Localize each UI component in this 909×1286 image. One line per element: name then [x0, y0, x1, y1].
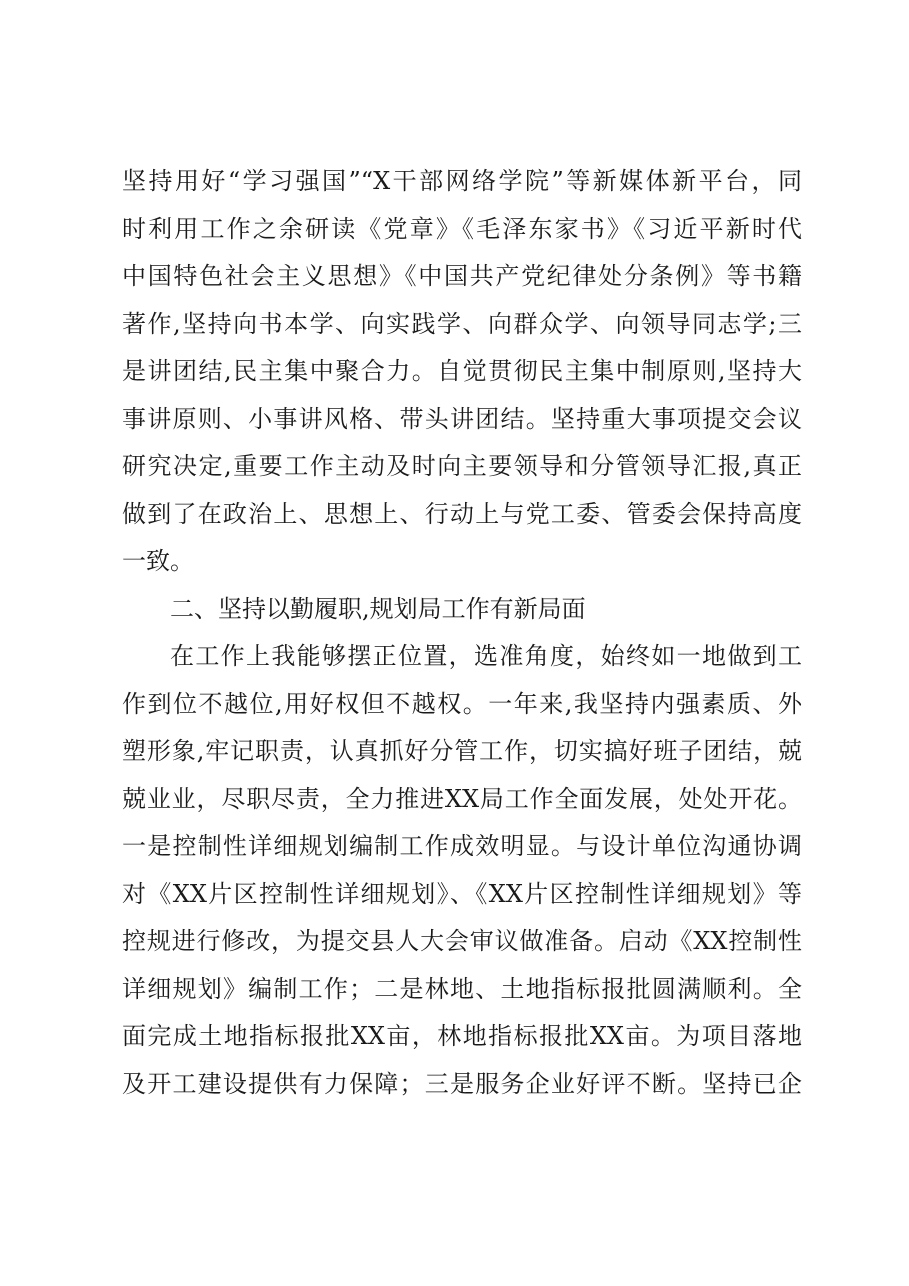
text-line: 中国特色社会主义思想》《中国共产党纪律处分条例》等书籍 [122, 262, 802, 290]
text-line: 在工作上我能够摆正位置，选准角度，始终如一地做到工 [170, 642, 802, 670]
text-line: 对《XX片区控制性详细规划》、《XX片区控制性详细规划》等 [122, 879, 802, 908]
text-line: 时利用工作之余研读《党章》《毛泽东家书》《习近平新时代 [122, 214, 802, 243]
paragraph-2 [122, 633, 802, 1108]
text-line: 及开工建设提供有力保障；三是服务企业好评不断。坚持已企 [122, 1069, 802, 1098]
paragraph-1 [122, 158, 802, 586]
text-line: 塑形象,牢记职责，认真抓好分管工作，切实搞好班子团结，兢 [122, 737, 802, 765]
text-line: 坚持用好“学习强国”“X干部网络学院”等新媒体新平台，同 [122, 167, 802, 195]
text-line: 一是控制性详细规划编制工作成效明显。与设计单位沟通协调 [122, 832, 802, 860]
text-line: 著作,坚持向书本学、向实践学、向群众学、向领导同志学;三 [122, 309, 802, 338]
document-body [122, 158, 802, 1108]
text-line: 做到了在政治上、思想上、行动上与党工委、管委会保持高度 [122, 499, 802, 528]
text-line: 事讲原则、小事讲风格、带头讲团结。坚持重大事项提交会议 [122, 404, 802, 433]
text-line: 控规进行修改，为提交县人大会审议做准备。启动《XX控制性 [122, 927, 802, 955]
text-line: 作到位不越位,用好权但不越权。一年来,我坚持内强素质、外 [122, 689, 802, 718]
text-line: 兢业业，尽职尽责，全力推进XX局工作全面发展，处处开花。 [122, 784, 802, 813]
text-line: 是讲团结,民主集中聚合力。自觉贯彻民主集中制原则,坚持大 [122, 357, 802, 385]
text-line: 面完成土地指标报批XX亩，林地指标报批XX亩。为项目落地 [122, 1022, 802, 1050]
text-line: 研究决定,重要工作主动及时向主要领导和分管领导汇报,真正 [122, 452, 802, 480]
text-line: 详细规划》编制工作；二是林地、土地指标报批圆满顺利。全 [122, 974, 802, 1003]
section-heading: 二、坚持以勤履职,规划局工作有新局面 [170, 594, 586, 623]
text-line: 一致。 [122, 547, 194, 575]
